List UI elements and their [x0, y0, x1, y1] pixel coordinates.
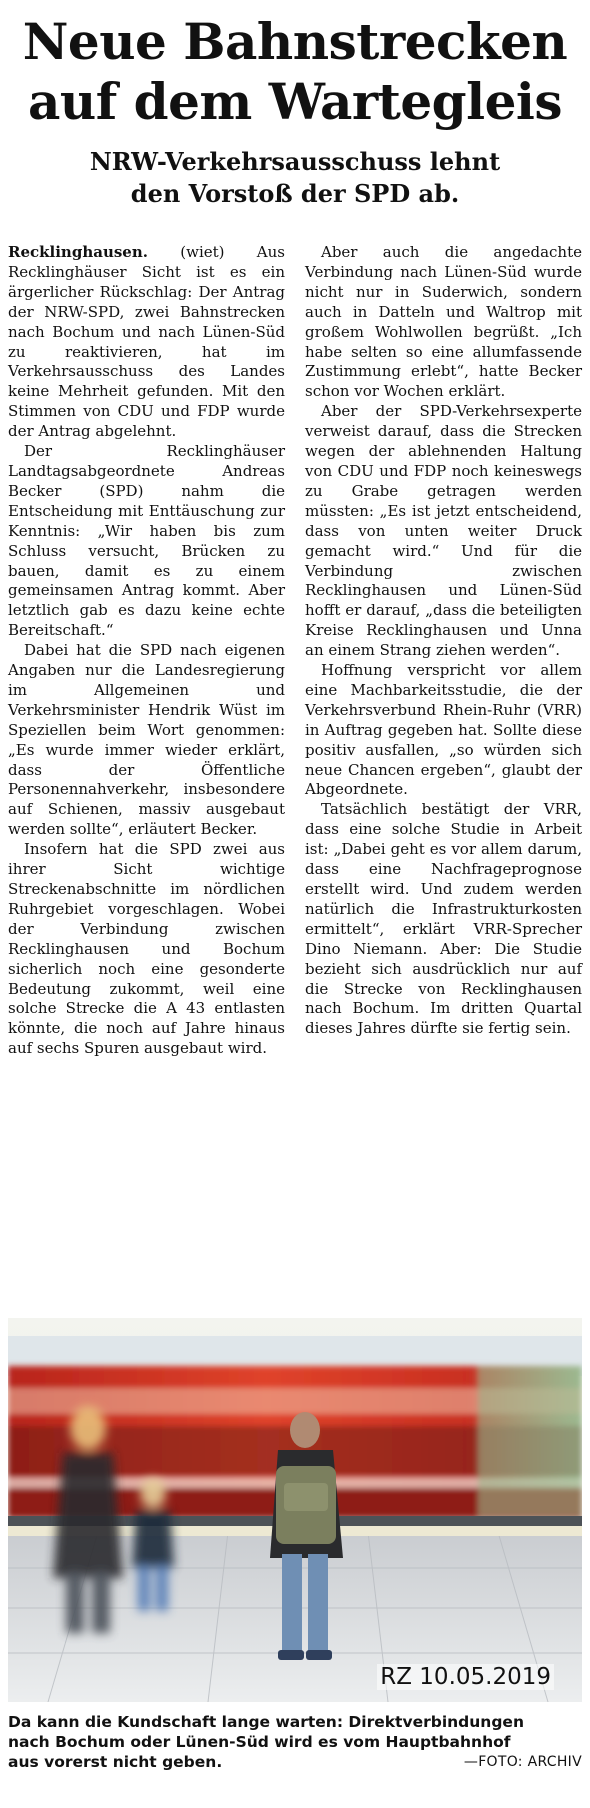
train-platform-illustration — [8, 1318, 582, 1702]
paragraph: Der Recklinghäuser Landtagsabgeordnete Andreas Becker (SPD) nahm die Entscheidung mit Enttäuschung zur Kenntnis: „Wir haben bis zum Schluss versucht, Brücken zu bauen, damit es zu einem gemeinsamen Antrag kommt. Aber letztlich gab es dazu keine echte Bereitschaft.“ — [8, 442, 285, 640]
caption-line-2: nach Bochum oder Lünen-Süd wird es vom Hauptbahnhof — [8, 1733, 511, 1751]
date-stamp: RZ 10.05.2019 — [377, 1664, 554, 1690]
paragraph: Dabei hat die SPD nach eigenen Angaben nur die Landesregierung im Allgemeinen und Verkehrsminister Hendrik Wüst im Speziellen beim Wort genommen: „Es wurde immer wieder erklärt, dass der Öffentliche Personennahverkehr, insbesondere auf Schienen, massiv ausgebaut werden sollte“, erläutert Becker. — [8, 641, 285, 839]
headline-line-2: auf dem Wartegleis — [27, 72, 563, 131]
paragraph-text: (wiet) Aus Recklinghäuser Sicht ist es ein ärgerlicher Rückschlag: Der Antrag der NRW-SPD, zwei Bahnstrecken nach Bochum und nach Lünen-Süd zu reaktivieren, hat im Verkehrsausschuss des Landes keine Mehrheit gefunden. Mit den Stimmen von CDU und FDP wurde der Antrag abgelehnt. — [8, 243, 285, 441]
photo-caption — [8, 1712, 582, 1772]
paragraph: Tatsächlich bestätigt der VRR, dass eine solche Studie in Arbeit ist: „Dabei geht es vor allem darum, dass eine Nachfrageprognose erstellt wird. Und zudem werden natürlich die Infrastrukturkosten ermittelt“, erklärt VRR-Sprecher Dino Niemann. Aber: Die Studie bezieht sich ausdrücklich nur auf die Strecke von Recklinghausen nach Bochum. Im dritten Quartal dieses Jahres dürfte sie fertig sein. — [305, 800, 582, 1038]
paragraph: Insofern hat die SPD zwei aus ihrer Sicht wichtige Streckenabschnitte im nördlichen Ruhrgebiet vorgeschlagen. Wobei der Verbindung zwischen Recklinghausen und Bochum sicherlich noch eine gesonderte Bedeutung zukommt, weil eine solche Strecke die A 43 entlasten könnte, die noch auf Jahre hinaus auf sechs Spuren ausgebaut wird. — [8, 840, 285, 1058]
subheadline-line-2: den Vorstoß der SPD ab. — [130, 179, 460, 208]
article-column-2 — [305, 243, 582, 1059]
paragraph: Aber der SPD-Verkehrsexperte verweist darauf, dass die Strecken wegen der ablehnenden Haltung von CDU und FDP noch keineswegs zu Grabe getragen werden müssten: „Es ist jetzt entscheidend, dass von unten weiter Druck gemacht wird.“ Und für die Verbindung zwischen Recklinghausen und Lünen-Süd hofft er darauf, „dass die beteiligten Kreise Recklinghausen und Unna an einem Strang ziehen werden“. — [305, 402, 582, 660]
headline-line-1: Neue Bahnstrecken — [22, 12, 568, 71]
paragraph — [8, 243, 285, 442]
paragraph: Aber auch die angedachte Verbindung nach Lünen-Süd wurde nicht nur in Suderwich, sondern auch in Datteln und Waltrop mit großem Wohlwollen begrüßt. „Ich habe selten so eine allumfassende Zustimmung erlebt“, hatte Becker schon vor Wochen erklärt. — [305, 243, 582, 401]
headline — [10, 0, 580, 132]
subheadline-line-1: NRW-Verkehrsausschuss lehnt — [89, 147, 501, 176]
subheadline — [10, 146, 580, 210]
caption-line-3: aus vorerst nicht geben. — [8, 1753, 223, 1771]
article-body — [8, 243, 582, 1059]
article-photo — [8, 1318, 582, 1702]
paragraph: Hoffnung verspricht vor allem eine Machbarkeitsstudie, die der Verkehrsverbund Rhein-Ruhr (VRR) in Auftrag gegeben hat. Sollte diese positiv ausfallen, „so würden sich neue Chancen ergeben“, glaubt der Abgeordnete. — [305, 661, 582, 799]
photo-credit: —FOTO: ARCHIV — [463, 1754, 582, 1770]
article-column-1 — [8, 243, 285, 1059]
dateline: Recklinghausen. — [8, 243, 148, 261]
caption-line-1: Da kann die Kundschaft lange warten: Direktverbindungen — [8, 1713, 524, 1731]
